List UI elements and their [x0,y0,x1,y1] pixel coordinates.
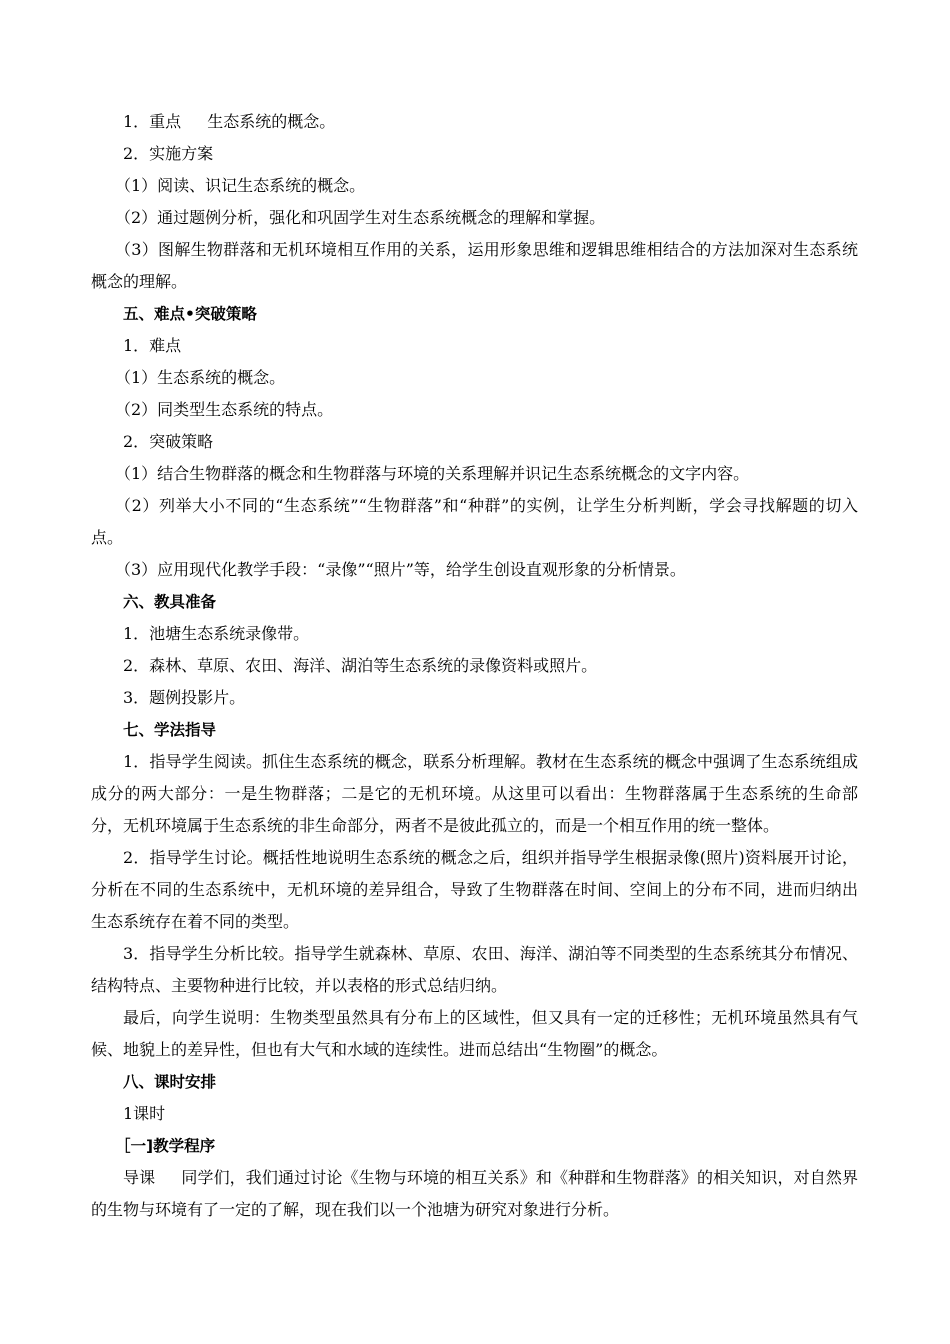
tools-item-3: 3．题例投影片。 [123,688,246,707]
difficulty-heading: 1．难点 [123,336,182,355]
strategy-heading: 2．突破策略 [123,432,214,451]
method-paragraph-1: 1．指导学生阅读。抓住生态系统的概念，联系分析理解。教材在生态系统的概念中强调了生态系统组成成分的两大部分：一是生物群落；二是它的无机环境。从这里可以看出：生物群落属于生态系统的生命部分，无机环境属于生态系统的非生命部分，两者不是彼此孤立的，而是一个相互作用的统一整体。 [91,752,858,835]
section-heading-6: 六、教具准备 [123,593,217,611]
section-heading-7: 七、学法指导 [123,721,217,739]
plan-item-2: （2）通过题例分析，强化和巩固学生对生态系统概念的理解和掌握。 [115,208,606,227]
section-heading-8: 八、课时安排 [123,1073,217,1091]
intro-text: 同学们，我们通过讨论《生物与环境的相互关系》和《种群和生物群落》的相关知识，对自然界的生物与环境有了一定的了解，现在我们以一个池塘为研究对象进行分析。 [91,1168,858,1219]
plan-heading: 2．实施方案 [123,144,214,163]
plan-item-1: （1）阅读、识记生态系统的概念。 [115,176,366,195]
strategy-item-3: （3）应用现代化教学手段：“录像”“照片”等，给学生创设直观形象的分析情景。 [115,560,686,579]
tools-item-2: 2．森林、草原、农田、海洋、湖泊等生态系统的录像资料或照片。 [123,656,598,675]
difficulty-item-2: （2）同类型生态系统的特点。 [115,400,334,419]
method-paragraph-4: 最后，向学生说明：生物类型虽然具有分布上的区域性，但又具有一定的迁移性；无机环境虽然具有气候、地貌上的差异性，但也有大气和水域的连续性。进而总结出“生物圈”的概念。 [91,1008,858,1059]
strategy-item-1: （1）结合生物群落的概念和生物群落与环境的关系理解并识记生态系统概念的文字内容。 [115,464,750,483]
difficulty-item-1: （1）生态系统的概念。 [115,368,286,387]
intro-label: 导课 [123,1168,156,1187]
method-paragraph-2: 2．指导学生讨论。概括性地说明生态系统的概念之后，组织并指导学生根据录像(照片)资料展开讨论，分析在不同的生态系统中，无机环境的差异组合，导致了生物群落在时间、空间上的分布不同，进而归纳出生态系统存在着不同的类型。 [91,848,858,931]
key-point-label: 1．重点 [123,112,182,131]
plan-item-3: （3）图解生物群落和无机环境相互作用的关系，运用形象思维和逻辑思维相结合的方法加深对生态系统概念的理解。 [91,240,858,291]
key-point-line [91,106,858,138]
document-page [91,106,858,1226]
intro-paragraph [91,1162,858,1226]
procedure-heading: ［一]教学程序 [115,1137,216,1155]
tools-item-1: 1．池塘生态系统录像带。 [123,624,310,643]
section-heading-5: 五、难点•突破策略 [123,305,257,323]
method-paragraph-3: 3．指导学生分析比较。指导学生就森林、草原、农田、海洋、湖泊等不同类型的生态系统其分布情况、结构特点、主要物种进行比较，并以表格的形式总结归纳。 [91,944,858,995]
strategy-item-2: （2）列举大小不同的“生态系统”“生物群落”和“种群”的实例，让学生分析判断，学会寻找解题的切入点。 [91,496,858,547]
class-hours: 1课时 [123,1104,166,1123]
key-point-text: 生态系统的概念。 [207,112,336,131]
